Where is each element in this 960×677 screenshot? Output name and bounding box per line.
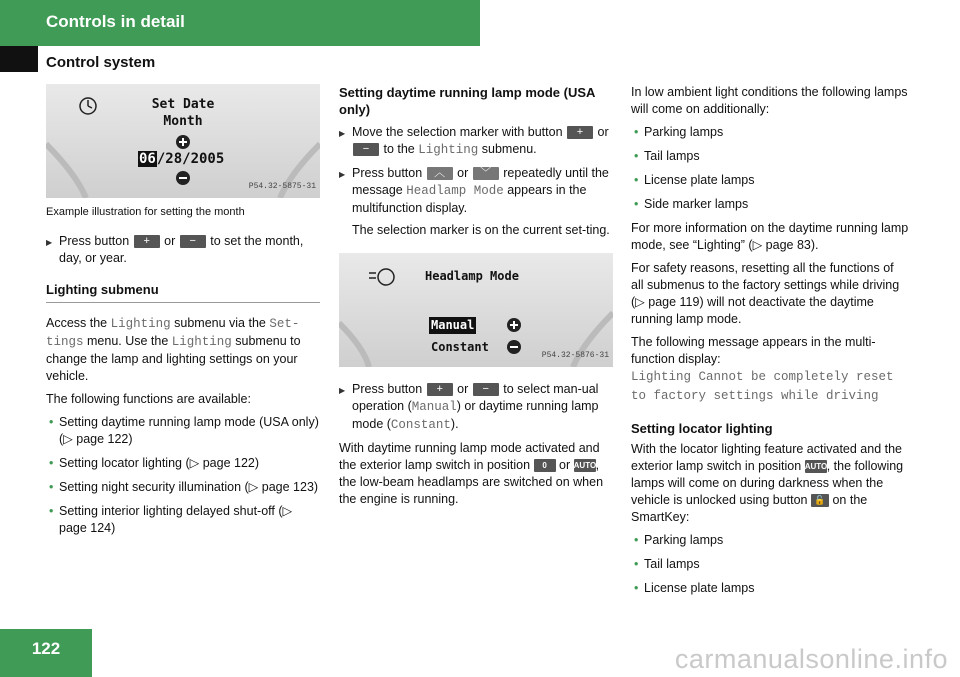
minus-button-icon: − (353, 143, 379, 156)
list-item: • License plate lamps (631, 580, 909, 597)
step: ▶ Press button ︿ or ﹀ repeatedly until the message Headlamp Mode appears in the multifunction display. The selection marker is on the current set-ting. (339, 165, 613, 239)
display-sub: Month (163, 114, 203, 129)
list-item: • Parking lamps (631, 532, 909, 549)
column-1 (46, 84, 320, 544)
step: ▶ Press button + or − to select man-ual operation (Manual) or daytime running lamp mode (Constant). (339, 381, 613, 434)
paragraph: Access the Lighting submenu via the Set-tings menu. Use the Lighting submenu to change the lamp and lighting settings on your vehicle. (46, 316, 301, 383)
auto-icon: AUTO (804, 462, 828, 472)
heading: Setting daytime running lamp mode (USA only) (339, 85, 595, 117)
paragraph: For safety reasons, resetting all the functions of all submenus to the factory settings while driving (▷ page 119) will not deactivate the daytime running lamp mode. (631, 261, 900, 326)
column-3 (631, 84, 909, 604)
section-title: Control system (46, 54, 156, 71)
position-zero-icon: 0 (534, 459, 556, 472)
headlamp-mode-display-image (339, 253, 613, 367)
display-date (138, 151, 224, 168)
minus-button-icon: − (473, 383, 499, 396)
auto-icon: AUTO (573, 461, 597, 471)
plus-button-icon: + (567, 126, 593, 139)
list-item: • Tail lamps (631, 556, 909, 573)
paragraph: The following message appears in the multi-function display: (631, 335, 876, 366)
paragraph: The following functions are available: (46, 392, 251, 406)
list-item: • Setting interior lighting delayed shut-off (▷ page 124) (46, 503, 320, 537)
plus-button-icon: + (134, 235, 160, 248)
plus-button-icon: + (427, 383, 453, 396)
paragraph: With the locator lighting feature activated and the exterior lamp switch in position AUTO, the following lamps will come on during darkness when the vehicle is unlocked using button 🔓 on the SmartKey: (631, 442, 904, 524)
step: ▶ Move the selection marker with button + or − to the Lighting submenu. (339, 124, 613, 159)
month-highlight: 06 (139, 151, 156, 167)
option-constant: Constant (431, 340, 489, 354)
display-message: Lighting Cannot be completely reset to factory settings while driving (631, 370, 894, 403)
display-title: Headlamp Mode (425, 269, 519, 283)
figure-caption: Example illustration for setting the month (46, 206, 245, 218)
unlock-icon: 🔓 (811, 494, 829, 507)
list-item: • Parking lamps (631, 124, 909, 141)
header-marker (0, 46, 38, 72)
paragraph: In low ambient light conditions the following lamps will come on additionally: (631, 85, 908, 116)
chapter-title: Controls in detail (46, 12, 185, 31)
down-button-icon: ﹀ (473, 167, 499, 180)
chapter-header (0, 0, 480, 46)
list-item: • Setting night security illumination (▷ page 123) (46, 479, 320, 496)
figure-code: P54.32-5875-31 (248, 182, 316, 191)
list-item: • Setting daytime running lamp mode (USA only) (▷ page 122) (46, 414, 320, 448)
page-number: 122 (31, 639, 61, 658)
paragraph: For more information on the daytime running lamp mode, see “Lighting” (▷ page 83). (631, 221, 909, 252)
minus-button-icon: − (180, 235, 206, 248)
paragraph: With daytime running lamp mode activated and the exterior lamp switch in position 0 or AUTO, the low-beam headlamps are switched on when the engine is running. (339, 441, 604, 506)
list-item: • Setting locator lighting (▷ page 122) (46, 455, 320, 472)
figure-code: P54.32-5876-31 (541, 351, 609, 360)
list-item: • Tail lamps (631, 148, 909, 165)
list-item: • Side marker lamps (631, 196, 909, 213)
watermark: carmanualsonline.info (674, 644, 948, 674)
section-heading: Lighting submenu (46, 281, 320, 303)
set-date-display-image (46, 84, 320, 198)
column-2 (339, 84, 613, 514)
up-button-icon: ︿ (427, 167, 453, 180)
heading: Setting locator lighting (631, 421, 773, 436)
list-item: • License plate lamps (631, 172, 909, 189)
option-manual: Manual (431, 318, 475, 332)
page-number-tab (0, 629, 92, 677)
display-title: Set Date (151, 97, 215, 112)
step: ▶ Press button + or − to set the month, day, or year. (46, 233, 320, 267)
date-rest: /28/2005 (156, 151, 225, 167)
